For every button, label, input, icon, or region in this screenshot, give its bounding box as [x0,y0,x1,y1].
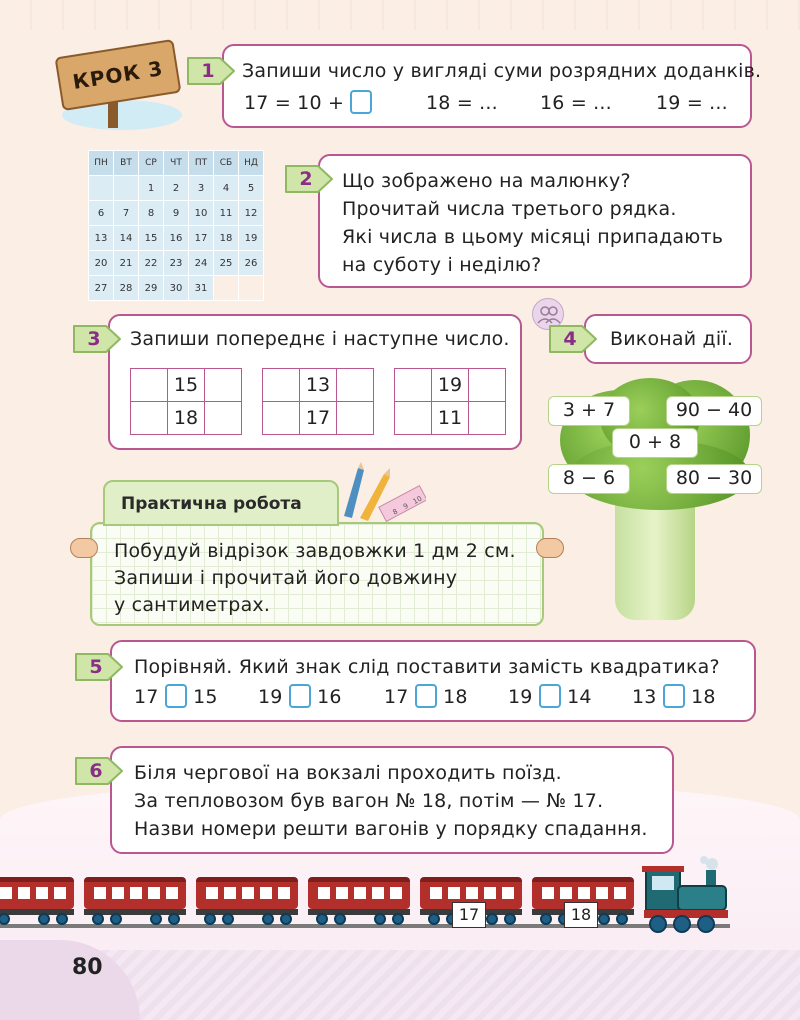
calendar-cell: 14 [114,226,139,251]
calendar-cell: 23 [164,251,189,276]
calendar-row [89,251,264,276]
calendar-header: ПН [89,151,114,176]
grid-cell[interactable] [395,369,432,402]
number-grid-3 [394,368,506,435]
task-6-line-2: За тепловозом був вагон № 18, потім — № 17. [134,790,604,812]
wagon [308,877,410,925]
calendar-header: СБ [214,151,239,176]
expression-card: 3 + 7 [548,396,630,426]
calendar-cell: 5 [239,176,264,201]
calendar-cell: 15 [139,226,164,251]
task-3-instruction: Запиши попереднє і наступне число. [130,328,510,350]
ruler-mark: 8 [391,507,400,517]
grid-value: 11 [432,402,469,435]
calendar-cell: 16 [164,226,189,251]
task-1-expression-2: 18 = ... [426,92,498,114]
calendar-header: ЧТ [164,151,189,176]
calendar-cell [114,176,139,201]
calendar-cell: 22 [139,251,164,276]
task-1-marker: 1 [186,54,238,88]
grid-cell[interactable] [263,369,300,402]
comparison-box[interactable] [415,684,437,708]
calendar-cell [89,176,114,201]
wagon [0,877,74,925]
hand-right-icon [536,538,564,558]
comparison-4 [508,682,592,712]
task-5-marker: 5 [74,650,126,684]
page-number: 80 [72,955,103,980]
comparison-right: 14 [567,686,592,708]
calendar-cell: 20 [89,251,114,276]
task-4-instruction: Виконай дії. [610,328,734,350]
comparison-right: 15 [193,686,218,708]
grid-cell[interactable] [337,369,374,402]
comparison-left: 13 [632,686,657,708]
calendar-cell [214,276,239,301]
calendar-cell: 28 [114,276,139,301]
task-1-instruction: Запиши число у вигляді суми розрядних доданків. [242,60,762,82]
task-1-expression-3: 16 = ... [540,92,612,114]
grid-cell[interactable] [131,402,168,435]
background-pattern [0,0,800,30]
calendar-cell: 3 [189,176,214,201]
calendar-cell: 27 [89,276,114,301]
hand-left-icon [70,538,98,558]
calendar-cell: 10 [189,201,214,226]
calendar-header: ВТ [114,151,139,176]
practical-line-1: Побудуй відрізок завдовжки 1 дм 2 см. [114,540,516,562]
calendar-cell: 11 [214,201,239,226]
comparison-left: 17 [134,686,159,708]
task-1-expression-4: 19 = ... [656,92,728,114]
calendar-cell: 7 [114,201,139,226]
task-2-line-1: Що зображено на малюнку? [342,170,631,192]
grid-cell[interactable] [469,402,506,435]
task-6-line-1: Біля чергової на вокзалі проходить поїзд. [134,762,562,784]
expression-card: 8 − 6 [548,464,630,494]
calendar-cell: 26 [239,251,264,276]
comparison-3 [384,682,468,712]
calendar-header-row [89,151,264,176]
calendar-header: ПТ [189,151,214,176]
wagon-number: 18 [564,902,598,928]
task-6-marker: 6 [74,754,126,788]
calendar-cell: 2 [164,176,189,201]
grid-cell[interactable] [131,369,168,402]
practical-work-label: Практична робота [103,480,339,526]
calendar-cell: 6 [89,201,114,226]
wagon [196,877,298,925]
expression-card: 80 − 30 [666,464,762,494]
grid-value: 13 [300,369,337,402]
task-2-line-2: Прочитай числа третього рядка. [342,198,677,220]
comparison-box[interactable] [663,684,685,708]
task-2-marker: 2 [284,162,336,196]
practical-line-2: Запиши і прочитай його довжину [114,567,458,589]
ruler-mark: 9 [402,501,410,512]
comparison-box[interactable] [289,684,311,708]
grid-cell[interactable] [263,402,300,435]
expression-card: 90 − 40 [666,396,762,426]
grid-value: 15 [168,369,205,402]
task-5-instruction: Порівняй. Який знак слід поставити замість квадратика? [134,656,720,678]
number-grid-2 [262,368,374,435]
task-2-line-3: Які числа в цьому місяці припадають [342,226,724,248]
pencils-and-ruler-image [336,462,426,524]
calendar-cell: 19 [239,226,264,251]
calendar-cell: 24 [189,251,214,276]
comparison-5 [632,682,716,712]
practical-line-3: у сантиметрах. [114,594,271,616]
calendar-cell: 8 [139,201,164,226]
comparison-right: 18 [443,686,468,708]
wagon-number: 17 [452,902,486,928]
grid-value: 18 [168,402,205,435]
grid-cell[interactable] [205,369,242,402]
task-2-line-4: на суботу і неділю? [342,254,542,276]
calendar-cell: 25 [214,251,239,276]
calendar-cell: 31 [189,276,214,301]
calendar-cell: 1 [139,176,164,201]
task-3-marker: 3 [72,322,124,356]
calendar-header: СР [139,151,164,176]
grid-cell[interactable] [337,402,374,435]
grid-cell[interactable] [395,402,432,435]
calendar [88,150,264,301]
calendar-cell: 9 [164,201,189,226]
comparison-left: 17 [384,686,409,708]
task-1-expression-1 [244,88,372,118]
calendar-row [89,276,264,301]
comparison-1 [134,682,218,712]
grid-cell[interactable] [469,369,506,402]
calendar-cell: 4 [214,176,239,201]
task-1-expression-1-text: 17 = 10 + [244,92,345,114]
wagon [84,877,186,925]
step-sign: КРОК 3 [55,39,182,111]
calendar-cell [239,276,264,301]
grid-value: 17 [300,402,337,435]
task-4-marker: 4 [548,322,600,356]
calendar-cell: 29 [139,276,164,301]
comparison-2 [258,682,342,712]
comparison-left: 19 [508,686,533,708]
comparison-right: 18 [691,686,716,708]
calendar-cell: 17 [189,226,214,251]
locomotive-icon [642,856,732,936]
calendar-cell: 21 [114,251,139,276]
calendar-row [89,201,264,226]
comparison-box[interactable] [539,684,561,708]
grid-cell[interactable] [205,402,242,435]
expression-card: 0 + 8 [612,428,698,458]
task-6-line-3: Назви номери решти вагонів у порядку спадання. [134,818,648,840]
calendar-row [89,226,264,251]
calendar-header: НД [239,151,264,176]
calendar-cell: 18 [214,226,239,251]
grid-value: 19 [432,369,469,402]
answer-box[interactable] [350,90,372,114]
calendar-cell: 30 [164,276,189,301]
comparison-box[interactable] [165,684,187,708]
calendar-cell: 12 [239,201,264,226]
comparison-right: 16 [317,686,342,708]
calendar-cell: 13 [89,226,114,251]
comparison-left: 19 [258,686,283,708]
number-grid-1 [130,368,242,435]
calendar-row [89,176,264,201]
ruler-mark: 10 [411,494,424,506]
